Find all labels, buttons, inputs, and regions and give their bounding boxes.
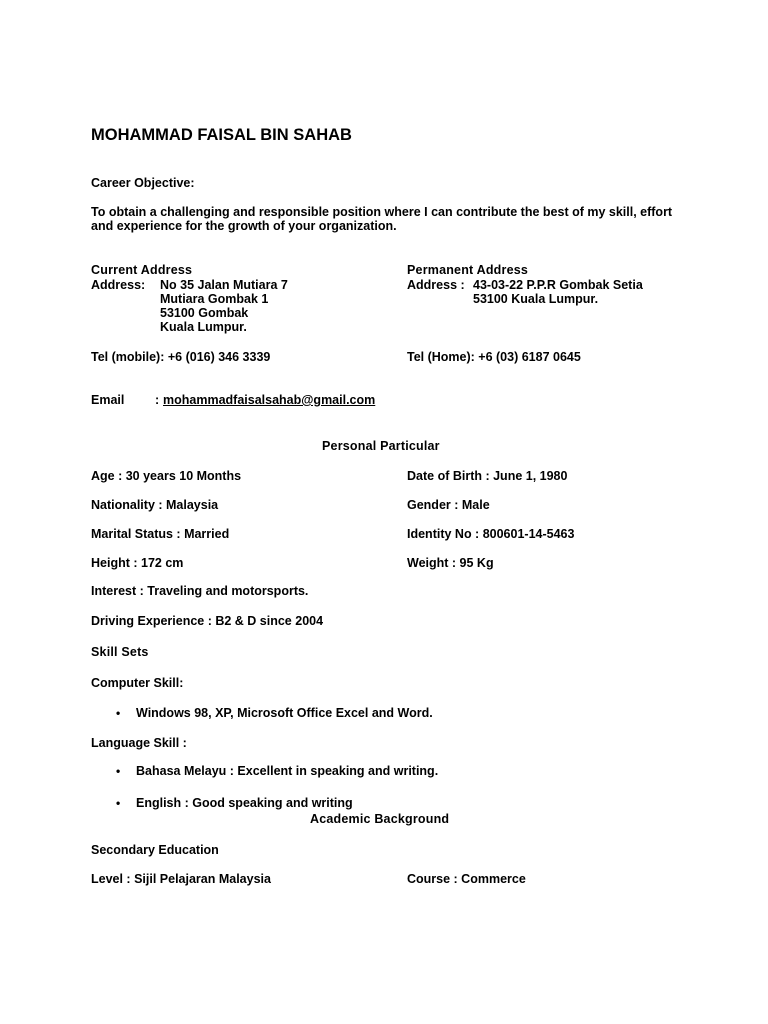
current-address-label: Address: (91, 278, 146, 292)
language-skill-label: Language Skill : (91, 736, 187, 750)
resume-name: MOHAMMAD FAISAL BIN SAHAB (91, 126, 352, 144)
current-address-heading: Current Address (91, 263, 193, 277)
height: Height : 172 cm (91, 556, 184, 570)
permanent-address-heading: Permanent Address (407, 263, 529, 277)
current-address-line-1: No 35 Jalan Mutiara 7 (160, 278, 288, 292)
permanent-address-line-1: 43-03-22 P.P.R Gombak Setia (473, 278, 643, 292)
marital-status: Marital Status : Married (91, 527, 230, 541)
email-label: Email (91, 393, 125, 407)
current-address-line-3: 53100 Gombak (160, 306, 249, 320)
weight: Weight : 95 Kg (407, 556, 494, 570)
current-address-line-2: Mutiara Gombak 1 (160, 292, 269, 306)
driving-experience: Driving Experience : B2 & D since 2004 (91, 614, 324, 628)
bullet-icon: • (116, 796, 121, 810)
date-of-birth: Date of Birth : June 1, 1980 (407, 469, 568, 483)
email-link[interactable]: mohammadfaisalsahab@gmail.com (163, 393, 376, 407)
age: Age : 30 years 10 Months (91, 469, 242, 483)
identity-number: Identity No : 800601-14-5463 (407, 527, 575, 541)
email-colon: : (155, 393, 160, 407)
permanent-address-line-2: 53100 Kuala Lumpur. (473, 292, 599, 306)
bullet-icon: • (116, 706, 121, 720)
personal-particular-heading: Personal Particular (322, 439, 440, 453)
secondary-education-label: Secondary Education (91, 843, 219, 857)
bullet-icon: • (116, 764, 121, 778)
mobile-phone: Tel (mobile): +6 (016) 346 3339 (91, 350, 271, 364)
current-address-line-4: Kuala Lumpur. (160, 320, 247, 334)
nationality: Nationality : Malaysia (91, 498, 219, 512)
language-skill-item: English : Good speaking and writing (136, 796, 353, 810)
interest: Interest : Traveling and motorsports. (91, 584, 309, 598)
career-objective-line-1: To obtain a challenging and responsible position where I can contribute the best of my skill, effort (91, 205, 673, 219)
career-objective-label: Career Objective: (91, 176, 195, 190)
skill-sets-heading: Skill Sets (91, 645, 149, 659)
language-skill-item: Bahasa Melayu : Excellent in speaking and writing. (136, 764, 439, 778)
gender: Gender : Male (407, 498, 490, 512)
academic-background-heading: Academic Background (310, 812, 450, 826)
home-phone: Tel (Home): +6 (03) 6187 0645 (407, 350, 581, 364)
computer-skill-label: Computer Skill: (91, 676, 184, 690)
permanent-address-label: Address : (407, 278, 465, 292)
career-objective-line-2: and experience for the growth of your organization. (91, 219, 397, 233)
education-course: Course : Commerce (407, 872, 526, 886)
education-level: Level : Sijil Pelajaran Malaysia (91, 872, 271, 886)
computer-skill-item: Windows 98, XP, Microsoft Office Excel and Word. (136, 706, 433, 720)
